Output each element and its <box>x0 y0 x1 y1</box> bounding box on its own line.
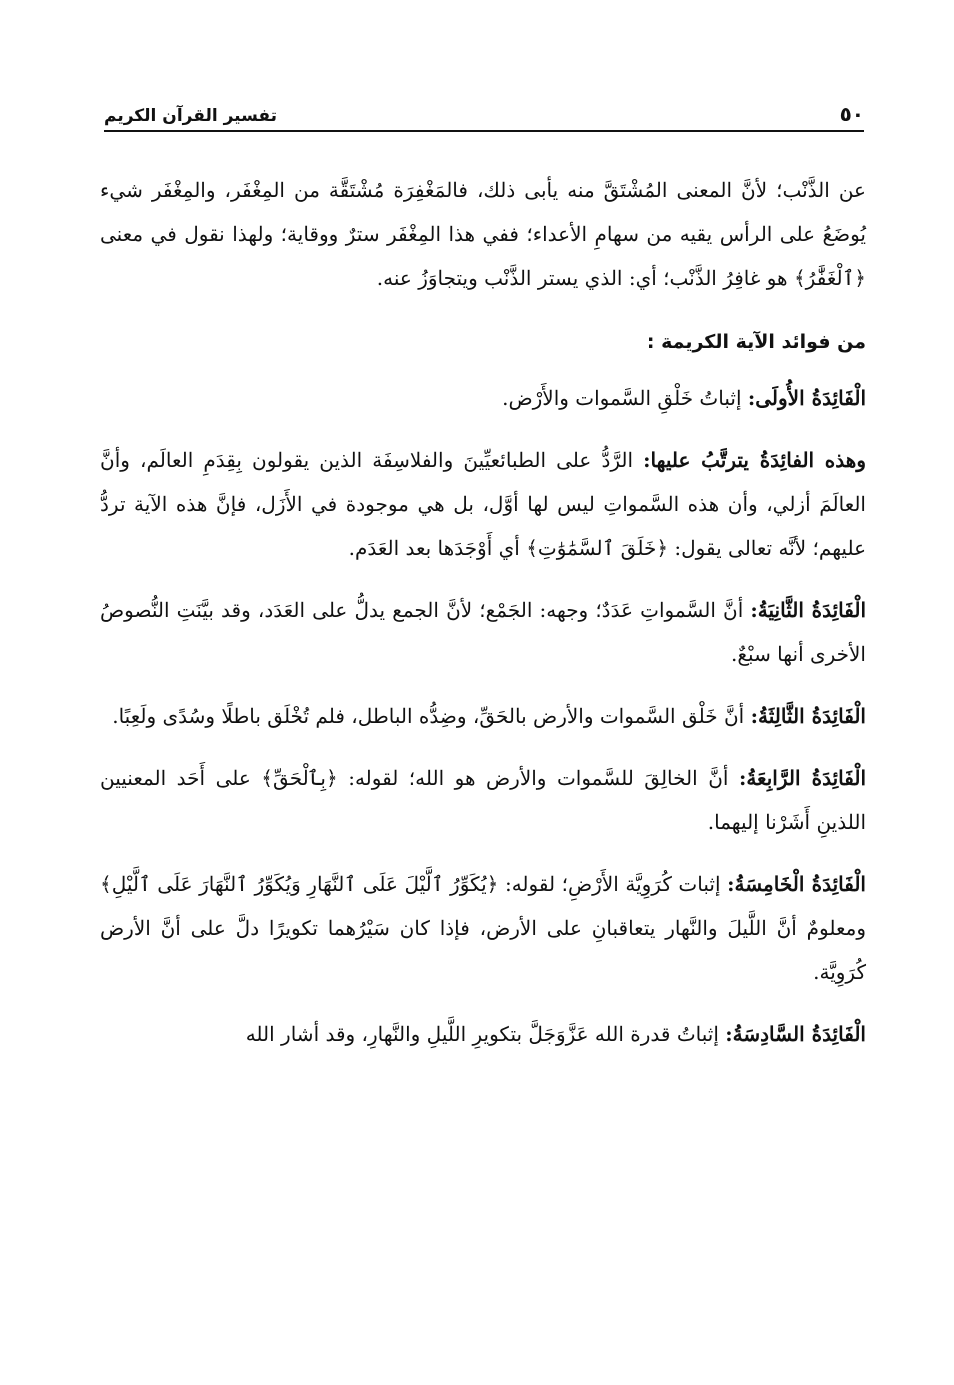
running-title: تفسير القرآن الكريم <box>104 106 278 126</box>
section-heading: من فوائد الآية الكريمة : <box>646 331 866 353</box>
benefit-label: الْفَائِدَةُ الثَّالِثَةُ: <box>750 704 866 728</box>
benefit-text: أنَّ الخالِقَ للسَّموات والأرض هو الله؛ لقوله: ﴿بِٱلْحَقِّ﴾ على أَحَد المعنيين اللذينِ أَشَرْنا إليهما. <box>100 766 866 834</box>
benefit-4 <box>100 756 866 844</box>
benefit-text: إثباتُ قدرة الله عَزَّوَجَلَّ بتكويرِ اللَّيلِ والنَّهارِ، وقد أشار الله <box>245 1022 726 1046</box>
benefit-text: أنَّ السَّمواتِ عَدَدٌ؛ وجهه: الجَمْع؛ لأنَّ الجمع يدلُّ على العَدَد، وقد بيَّنَتِ النُّصوصُ الأخرى أنها سبْعٌ. <box>100 598 866 666</box>
body-text <box>100 168 866 1074</box>
benefit-label: الْفَائِدَةُ الْخَامِسَةُ: <box>727 872 866 896</box>
benefit-text: إثبات كُرَوِيَّة الأَرْضِ؛ لقوله: ﴿يُكَوِّرُ ٱلَّيْلَ عَلَى ٱلنَّهَارِ وَيُكَوِّرُ ٱلنَّهَارَ عَلَى ٱلَّيْلِ﴾ ومعلومٌ أنَّ اللَّيلَ والنَّهار يتعاقبانِ على الأرض، فإذا كان سَيْرُهما تكويرًا دلَّ على أنَّ الأرض كُرَوِيَّة. <box>100 872 866 984</box>
page-header <box>104 100 864 132</box>
benefit-3 <box>100 694 866 738</box>
benefit-5 <box>100 862 866 994</box>
benefit-label: وهذه الفائِدَةُ يترتَّبُ عليها: <box>643 448 866 472</box>
benefit-text: أنَّ خَلْق السَّموات والأرض بالحَقِّ، وضِدُّه الباطل، فلم تُخْلَق باطلًا وسُدًى ولَعِبًا. <box>112 704 751 728</box>
benefit-1-consequence <box>100 438 866 570</box>
benefit-1 <box>100 376 866 420</box>
intro-paragraph: عن الذَّنْب؛ لأنَّ المعنى المُشْتَقَّ منه يأبى ذلك، فالمَغْفِرَة مُشْتَقَّة من المِغْفَر، والمِغْفَر شيء يُوضَعُ على الرأس يقيه من سهامِ الأعداء؛ ففي هذا المِغْفَر سترٌ ووقاية؛ ولهذا نقول في معنى ﴿ٱلْغَفَّٰرُ﴾ هو غافِرُ الذَّنْب؛ أي: الذي يستر الذَّنْب ويتجاوَزُ عنه. <box>100 178 866 290</box>
benefit-label: الْفَائِدَةُ الأُولَى: <box>747 386 866 410</box>
benefit-text: إثباتُ خَلْقِ السَّموات والأَرْض. <box>502 386 748 410</box>
benefit-text: الرَّدُّ على الطبائعيِّينَ والفلاسِفَة الذين يقولون بِقِدَمِ العالَم، وأنَّ العالَمَ أزلي، وأن هذه السَّمواتِ ليس لها أوَّل، بل هي موجودة في الأَزَل، فإنَّ هذه الآية تردُّ عليهم؛ لأنَّه تعالى يقول: ﴿خَلَقَ ٱلسَّمَٰوَٰتِ﴾ أي أَوْجَدَها بعد العَدَم. <box>100 448 866 560</box>
page-number: ٥٠ <box>839 102 864 126</box>
benefit-label: الْفَائِدَةُ السَّادِسَةُ: <box>725 1022 866 1046</box>
benefit-label: الْفَائِدَةُ الرَّابِعَةُ: <box>738 766 866 790</box>
benefit-2 <box>100 588 866 676</box>
benefit-6 <box>100 1012 866 1056</box>
benefit-label: الْفَائِدَةُ الثَّانِيَةُ: <box>750 598 866 622</box>
